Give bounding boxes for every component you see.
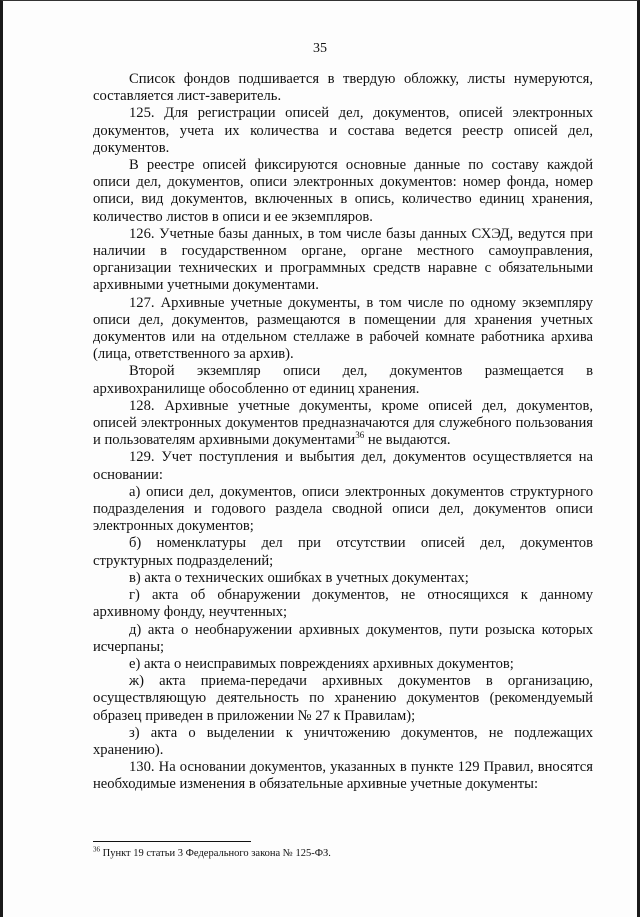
page-number: 35: [313, 41, 327, 56]
list-item-zh: ж) акта приема-передачи архивных документов в организацию, осуществляющую деятельность по хранению документов (рекомендуемый образец приведен в приложении № 27 к Правилам);: [93, 673, 593, 724]
paragraph-registry: В реестре описей фиксируются основные данные по составу каждой описи дел, документов, описи электронных документов: номер фонда, номер описи, вид документов, включенных в опись, количество единиц хранения, количество листов в описи и ее экземпляров.: [93, 157, 593, 225]
footnote: [93, 847, 593, 860]
list-item-d: д) акта о необнаружении архивных документов, пути розыска которых исчерпаны;: [93, 621, 593, 655]
paragraph-128-end: не выдаются.: [364, 432, 451, 449]
paragraph-128-text: 128. Архивные учетные документы, кроме описей дел, документов, описей электронных документов предназначаются для служебного пользования и пользователям архивными документами: [93, 397, 593, 449]
paragraph-125: 125. Для регистрации описей дел, документов, описей электронных документов, учета их количества и состава ведется реестр описей дел, документов.: [93, 105, 593, 156]
paragraph-second-copy: Второй экземпляр описи дел, документов размещается в архивохранилище обособленно от единиц хранения.: [93, 363, 593, 397]
footnote-reference[interactable]: 36: [355, 430, 365, 441]
list-item-v: в) акта о технических ошибках в учетных документах;: [129, 569, 469, 586]
paragraph-129: 129. Учет поступления и выбытия дел, документов осуществляется на основании:: [93, 449, 593, 483]
paragraph-list-of-fonds: Список фондов подшивается в твердую обложку, листы нумеруются, составляется лист-заверитель.: [93, 71, 593, 105]
list-item-a: а) описи дел, документов, описи электронных документов структурного подразделения и годового раздела сводной описи дел, документов описи электронных документов;: [93, 483, 593, 535]
footnote-text: Пункт 19 статьи 3 Федерального закона № 125-ФЗ.: [100, 848, 331, 859]
list-item-g: г) акта об обнаружении документов, не относящихся к данному архивному фонду, неучтенных;: [93, 587, 593, 621]
paragraph-126: 126. Учетные базы данных, в том числе базы данных СХЭД, ведутся при наличии в государственном органе, органе местного самоуправления, организации технических и программных средств наравне с обязательными архивными учетными документами.: [93, 225, 593, 294]
paragraph-130: 130. На основании документов, указанных в пункте 129 Правил, вносятся необходимые изменения в обязательные архивные учетные документы:: [93, 759, 593, 793]
paragraph-128: [93, 398, 593, 450]
list-item-e: е) акта о неисправимых повреждениях архивных документов;: [129, 655, 514, 672]
document-body: [93, 71, 593, 794]
footnote-separator: [93, 841, 251, 842]
list-item-b: б) номенклатуры дел при отсутствии описей дел, документов структурных подразделений;: [93, 535, 593, 569]
paragraph-127: 127. Архивные учетные документы, в том числе по одному экземпляру описи дел, документов, размещаются в помещении для хранения учетных документов или на отдельном стеллаже в рабочей комнате работника архива (лица, ответственного за архив).: [93, 294, 593, 363]
footnote-mark: 36: [93, 845, 100, 854]
list-item-z: з) акта о выделении к уничтожению документов, не подлежащих хранению).: [93, 724, 593, 758]
